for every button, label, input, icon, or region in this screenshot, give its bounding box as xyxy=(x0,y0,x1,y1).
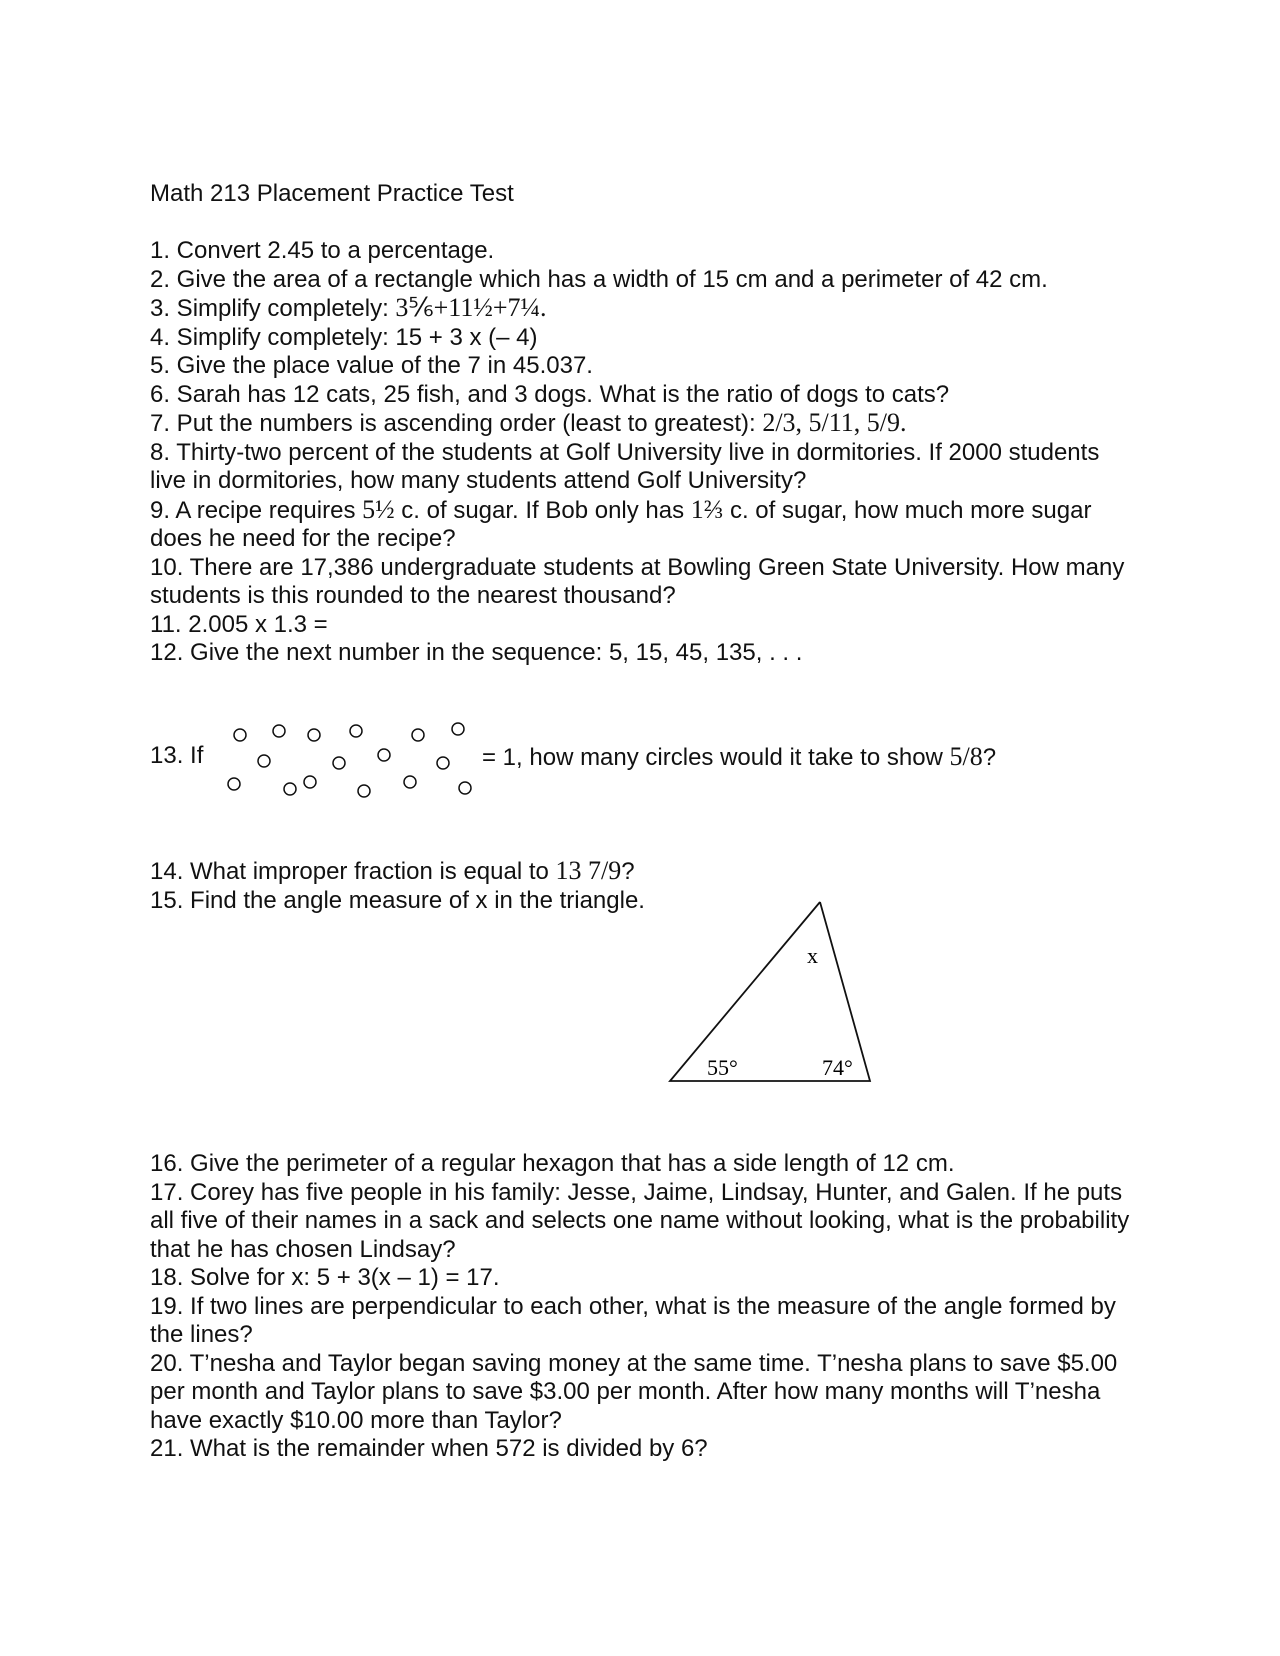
question-13-lead: 13. If xyxy=(150,742,204,769)
circle xyxy=(304,776,316,788)
question-18: 18. Solve for x: 5 + 3(x – 1) = 17. xyxy=(150,1264,500,1291)
question-7-expression: 2/3, 5/11, 5/9. xyxy=(762,408,907,437)
question-7-text: 7. Put the numbers is ascending order (least to greatest): xyxy=(150,410,763,437)
question-7 xyxy=(150,409,1130,439)
circle xyxy=(284,783,296,795)
question-21: 21. What is the remainder when 572 is divided by 6? xyxy=(150,1435,708,1462)
question-12: 12. Give the next number in the sequence: 5, 15, 45, 135, . . . xyxy=(150,639,803,666)
question-5: 5. Give the place value of the 7 in 45.037. xyxy=(150,352,593,379)
question-14 xyxy=(150,857,1130,887)
question-3 xyxy=(150,294,1130,324)
question-13-fraction: 5/8 xyxy=(949,742,983,771)
question-3-text: 3. Simplify completely: xyxy=(150,295,396,322)
question-20: 20. T’nesha and Taylor began saving money at the same time. T’nesha plans to save $5.00 per month and Taylor plans to save $3.00 per month. After how many months will T’nesha have exactly $10.00 more than Taylor? xyxy=(150,1349,1118,1434)
circle xyxy=(452,723,464,735)
questions-16-21 xyxy=(150,1150,1130,1464)
circle xyxy=(404,776,416,788)
circle xyxy=(234,729,246,741)
circle xyxy=(378,749,390,761)
question-9-fraction-2: 1⅔ xyxy=(690,494,724,524)
circle xyxy=(308,729,320,741)
question-6: 6. Sarah has 12 cats, 25 fish, and 3 dogs. What is the ratio of dogs to cats? xyxy=(150,380,950,408)
circle xyxy=(412,729,424,741)
angle-55-label: 55° xyxy=(707,1055,738,1080)
circle xyxy=(258,755,270,767)
angle-74-label: 74° xyxy=(822,1055,853,1080)
question-13-tail xyxy=(482,742,996,772)
circle xyxy=(459,782,471,794)
page-title: Math 213 Placement Practice Test xyxy=(150,180,514,207)
question-10: 10. There are 17,386 undergraduate students at Bowling Green State University. How many students is this rounded to the nearest thousand? xyxy=(150,553,1125,609)
question-19: 19. If two lines are perpendicular to each other, what is the measure of the angle formed by the lines? xyxy=(150,1292,1116,1348)
question-13-text: = 1, how many circles would it take to show xyxy=(482,744,950,771)
question-8: 8. Thirty-two percent of the students at Golf University live in dormitories. If 2000 students live in dormitories, how many students attend Golf University? xyxy=(150,438,1100,494)
question-3-expression: 3⅚+11½+7¼. xyxy=(395,293,547,322)
circle xyxy=(358,785,370,797)
triangle-figure xyxy=(665,900,895,1100)
circle xyxy=(228,778,240,790)
circle xyxy=(350,725,362,737)
question-14-end: ? xyxy=(621,858,635,885)
question-9-part-a: 9. A recipe requires xyxy=(150,496,363,524)
questions-14-15 xyxy=(150,857,1130,915)
question-9-part-b: c. of sugar. If Bob only has xyxy=(394,496,691,524)
question-2: 2. Give the area of a rectangle which has a width of 15 cm and a perimeter of 42 cm. xyxy=(150,265,1048,293)
circle xyxy=(333,757,345,769)
circle xyxy=(273,725,285,737)
question-4: 4. Simplify completely: 15 + 3 x (– 4) xyxy=(150,323,538,351)
questions-1-12 xyxy=(150,237,1130,668)
angle-x-label: x xyxy=(807,943,818,968)
circle xyxy=(437,757,449,769)
question-14-text: 14. What improper fraction is equal to xyxy=(150,858,556,885)
circle-cluster-figure xyxy=(218,710,478,800)
question-9 xyxy=(150,496,1130,554)
question-14-fraction: 13 7/9 xyxy=(555,856,622,885)
question-13-end: ? xyxy=(982,744,997,771)
question-16: 16. Give the perimeter of a regular hexagon that has a side length of 12 cm. xyxy=(150,1150,955,1177)
question-9-part-c: c. of sugar, how much more sugar does he need for the recipe? xyxy=(150,496,1092,552)
question-11: 11. 2.005 x 1.3 = xyxy=(150,610,328,638)
question-1: 1. Convert 2.45 to a percentage. xyxy=(150,237,495,264)
question-9-fraction-1: 5½ xyxy=(362,494,395,524)
question-15: 15. Find the angle measure of x in the triangle. xyxy=(150,886,645,914)
question-17: 17. Corey has five people in his family: Jesse, Jaime, Lindsay, Hunter, and Galen. If he puts all five of their names in a sack and selects one name without looking, what is the probability that he has chosen Lindsay? xyxy=(150,1178,1130,1263)
